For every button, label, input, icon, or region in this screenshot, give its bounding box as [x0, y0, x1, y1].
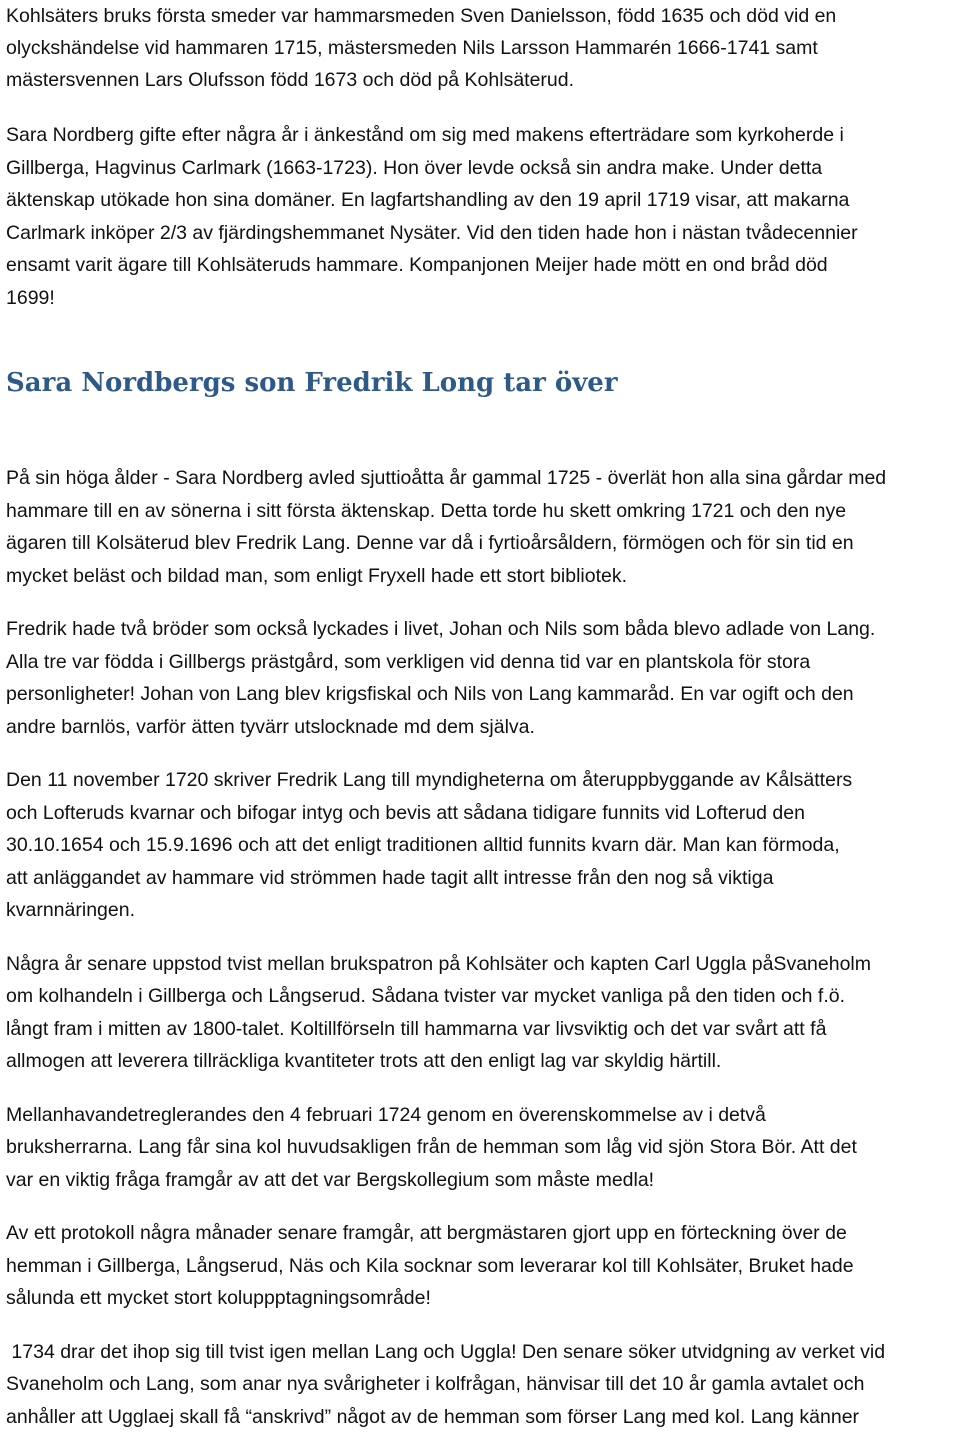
text-line: Alla tre var födda i Gillbergs prästgård, som verkligen vid denna tid var en plantskola för stora: [6, 646, 946, 679]
text-line: andre barnlös, varför ätten tyvärr utslocknade md dem själva.: [6, 711, 946, 744]
section-heading: Sara Nordbergs son Fredrik Long tar över: [6, 365, 946, 401]
paragraph-4: [6, 948, 946, 1078]
text-line: ensamt varit ägare till Kohlsäteruds hammare. Kompanjonen Meijer hade mött en ond bråd död: [6, 249, 946, 282]
text-line: 30.10.1654 och 15.9.1696 och att det enligt traditionen alltid funnits kvarn där. Man kan förmoda,: [6, 829, 946, 862]
text-line: anhåller att Ugglaej skall få “anskrivd” något av de hemman som förser Lang med kol. Lang känner: [6, 1401, 946, 1433]
text-line: Kohlsäters bruks första smeder var hammarsmeden Sven Danielsson, född 1635 och död vid en: [6, 0, 946, 32]
paragraph-1: [6, 462, 946, 592]
text-line: långt fram i mitten av 1800-talet. Koltillförseln till hammarna var livsviktig och det var svårt att få: [6, 1013, 946, 1046]
text-line: kvarnnäringen.: [6, 894, 946, 927]
text-line: och Lofteruds kvarnar och bifogar intyg och bevis att sådana tidigare funnits vid Lofterud den: [6, 797, 946, 830]
text-line: äktenskap utökade hon sina domäner. En lagfartshandling av den 19 april 1719 visar, att makarna: [6, 184, 946, 217]
paragraph-2: [6, 613, 946, 743]
text-line: om kolhandeln i Gillberga och Långserud. Sådana tvister var mycket vanliga på den tiden och f.ö.: [6, 980, 946, 1013]
text-line: var en viktig fråga framgår av att det var Bergskollegium som måste medla!: [6, 1164, 946, 1197]
text-line: hammare till en av sönerna i sitt första äktenskap. Detta torde hu skett omkring 1721 och den nye: [6, 495, 946, 528]
text-line: Fredrik hade två bröder som också lyckades i livet, Johan och Nils som båda blevo adlade von Lang.: [6, 613, 946, 646]
text-line: sålunda ett mycket stort koluppptagningsområde!: [6, 1282, 946, 1315]
text-line: På sin höga ålder - Sara Nordberg avled sjuttioåtta år gammal 1725 - överlät hon alla sina gårdar med: [6, 462, 946, 495]
text-line: personligheter! Johan von Lang blev krigsfiskal och Nils von Lang kammaråd. En var ogift och den: [6, 678, 946, 711]
intro-paragraph: [6, 0, 946, 96]
text-line: ägaren till Kolsäterud blev Fredrik Lang. Denne var då i fyrtioårsåldern, förmögen och för sin tid en: [6, 527, 946, 560]
text-line: bruksherrarna. Lang får sina kol huvudsakligen från de hemman som låg vid sjön Stora Bör. Att det: [6, 1131, 946, 1164]
text-line: mästersvennen Lars Olufsson född 1673 och död på Kohlsäterud.: [6, 64, 946, 96]
text-line: Av ett protokoll några månader senare framgår, att bergmästaren gjort upp en förteckning över de: [6, 1217, 946, 1250]
text-line: Svaneholm och Lang, som anar nya svårigheter i kolfrågan, hänvisar till det 10 år gamla avtalet och: [6, 1368, 946, 1401]
paragraph-7: [6, 1336, 946, 1433]
document-page: [6, 0, 946, 1433]
paragraph-3: [6, 764, 946, 927]
text-line: 1734 drar det ihop sig till tvist igen mellan Lang och Uggla! Den senare söker utvidgning av verket vid: [6, 1336, 946, 1369]
paragraph-6: [6, 1217, 946, 1315]
text-line: Carlmark inköper 2/3 av fjärdingshemmanet Nysäter. Vid den tiden hade hon i nästan tvådecennier: [6, 217, 946, 250]
text-line: Gillberga, Hagvinus Carlmark (1663-1723). Hon över levde också sin andra make. Under detta: [6, 152, 946, 185]
text-line: Några år senare uppstod tvist mellan brukspatron på Kohlsäter och kapten Carl Uggla påSvaneholm: [6, 948, 946, 981]
text-line: att anläggandet av hammare vid strömmen hade tagit allt intresse från den nog så viktiga: [6, 862, 946, 895]
text-line: allmogen att leverera tillräckliga kvantiteter trots att den enligt lag var skyldig härtill.: [6, 1045, 946, 1078]
paragraph-5: [6, 1099, 946, 1197]
text-line: olyckshändelse vid hammaren 1715, mästersmeden Nils Larsson Hammarén 1666-1741 samt: [6, 32, 946, 64]
text-line: hemman i Gillberga, Långserud, Näs och Kila socknar som leverarar kol till Kohlsäter, Bruket hade: [6, 1250, 946, 1283]
text-line: 1699!: [6, 282, 946, 315]
paragraph-sara-nordberg: [6, 119, 946, 314]
text-line: Den 11 november 1720 skriver Fredrik Lang till myndigheterna om återuppbyggande av Kålsätters: [6, 764, 946, 797]
text-line: Mellanhavandetreglerandes den 4 februari 1724 genom en överenskommelse av i detvå: [6, 1099, 946, 1132]
text-line: mycket beläst och bildad man, som enligt Fryxell hade ett stort bibliotek.: [6, 560, 946, 593]
text-line: Sara Nordberg gifte efter några år i änkestånd om sig med makens efterträdare som kyrkoherde i: [6, 119, 946, 152]
